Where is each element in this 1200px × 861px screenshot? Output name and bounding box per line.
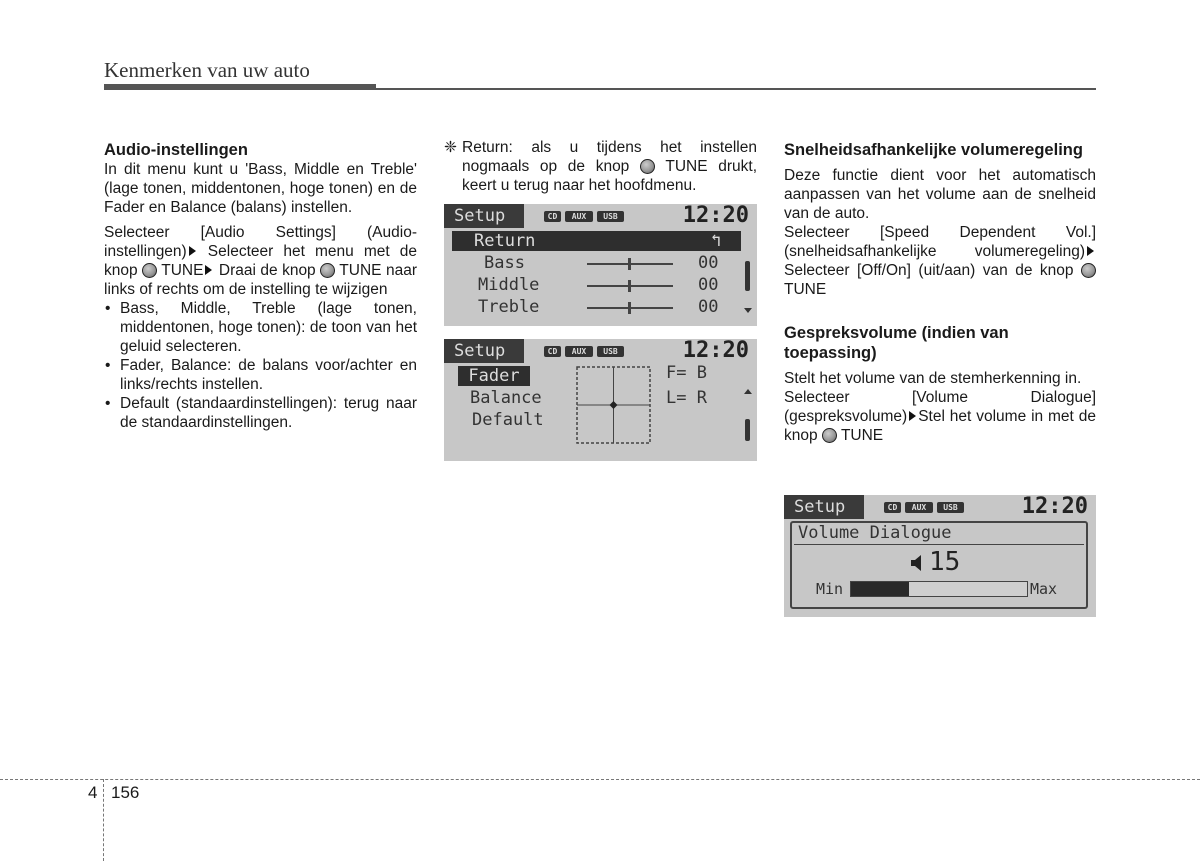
running-header: Kenmerken van uw auto (104, 58, 310, 82)
header-rule-thick (104, 84, 376, 90)
usb-badge: USB (597, 346, 624, 357)
speed-text-a: Selecteer [Speed Dependent Vol.] (snelheidsafhankelijke volumeregeling) (784, 224, 1096, 260)
tune-knob-icon (1081, 263, 1096, 278)
arrow-right-icon (909, 411, 916, 421)
volume-bar-fill (851, 582, 909, 596)
menu-item-return (452, 231, 741, 251)
screen-setup-label: Setup (784, 495, 864, 519)
paragraph-dialogue-desc: Stelt het volume van de stemherkenning in. (784, 370, 1082, 387)
header-rule-thin (376, 88, 1096, 90)
middle-value: 00 (698, 275, 719, 295)
tune-knob-icon (142, 263, 157, 278)
aux-badge: AUX (565, 211, 593, 222)
section-heading-speed-volume: Snelheidsafhankelijke volumeregeling (784, 141, 1083, 159)
arrow-right-icon (205, 265, 212, 275)
clock: 12:20 (682, 204, 749, 228)
footer-divider (103, 779, 104, 861)
list-item: • Default (standaardinstellingen): terug naar de standaardinstellingen. (120, 394, 417, 432)
paragraph-speed-desc: Deze functie dient voor het automatisch aanpassen van het volume aan de snelheid van de auto. (784, 167, 1096, 222)
menu-item-bass: Bass (484, 253, 525, 273)
scrollbar-thumb (745, 419, 750, 441)
list-item: • Bass, Middle, Treble (lage tonen, middentonen, hoge tonen): de toon van het geluid selecteren. (120, 299, 417, 356)
scroll-up-icon (744, 389, 752, 394)
section-heading-audio: Audio-instellingen (104, 141, 248, 159)
arrow-right-icon (189, 246, 196, 256)
instr-text-c: TUNE (157, 262, 204, 279)
instr-text-a: Selecteer [Audio Settings] (Audio-instellingen) (104, 224, 417, 260)
menu-item-default: Default (472, 410, 544, 430)
scrollbar-thumb (745, 261, 750, 291)
screen-setup-label: Setup (444, 339, 524, 363)
return-arrow-icon: ↰ (710, 231, 721, 251)
menu-item-middle: Middle (478, 275, 540, 295)
list-item: • Fader, Balance: de balans voor/achter en links/rechts instellen. (120, 356, 417, 394)
fader-balance-grid (576, 366, 651, 444)
speed-text-b: Selecteer [Off/On] (uit/aan) van de knop (784, 262, 1081, 279)
volume-level: 15 (929, 547, 961, 577)
footer-rule (0, 779, 1200, 780)
dialogue-text-c: TUNE (836, 427, 884, 444)
chapter-number: 4 (88, 783, 98, 802)
page-number: 156 (111, 783, 140, 802)
dialogue-text-b: Stel het volume in met de knop (784, 408, 1096, 444)
volume-min-label: Min (816, 580, 844, 598)
menu-item-fader: Fader (458, 366, 530, 386)
right-column (784, 140, 1096, 445)
bass-value: 00 (698, 253, 719, 273)
usb-badge: USB (597, 211, 624, 222)
middle-column (444, 138, 757, 195)
middle-slider-knob (628, 280, 631, 292)
volume-max-label: Max (1030, 580, 1058, 598)
speaker-icon (910, 554, 924, 572)
title-divider (794, 544, 1084, 545)
scroll-down-icon (744, 308, 752, 313)
aux-badge: AUX (565, 346, 593, 357)
volume-dialogue-panel (790, 521, 1088, 609)
speed-text-c: TUNE (784, 281, 827, 298)
menu-item-label: Return (474, 231, 536, 251)
note-symbol: ❈ (444, 139, 457, 156)
bass-slider-knob (628, 258, 631, 270)
instr-text-d: Draai de knop (214, 262, 321, 279)
aux-badge: AUX (905, 502, 933, 513)
cd-badge: CD (884, 502, 901, 513)
instr-text-e: TUNE naar links of rechts om de instelling te wijzigen (104, 262, 417, 298)
menu-item-treble: Treble (478, 297, 540, 317)
clock: 12:20 (1021, 495, 1088, 519)
arrow-right-icon (1087, 246, 1094, 256)
menu-item-balance: Balance (470, 388, 542, 408)
treble-value: 00 (698, 297, 719, 317)
setup-screen-fader (444, 339, 757, 461)
paragraph-intro: In dit menu kunt u 'Bass, Middle en Treble' (lage tonen, middentonen, hoge tonen) en de Fader en Balance (balans) instellen. (104, 161, 417, 216)
setup-screen-audio (444, 204, 757, 326)
clock: 12:20 (682, 339, 749, 363)
settings-list (104, 299, 417, 432)
balance-value: L= R (666, 388, 707, 408)
note-text-b: TUNE drukt, keert u terug naar het hoofdmenu. (462, 158, 757, 194)
return-note (444, 138, 757, 195)
paragraph-instructions (104, 223, 417, 299)
paragraph-speed-instructions (784, 223, 1096, 299)
cd-badge: CD (544, 211, 561, 222)
instr-text-b: Selecteer het menu met de knop (104, 243, 417, 279)
volume-bar (850, 581, 1028, 597)
left-column (104, 140, 417, 432)
treble-slider-knob (628, 302, 631, 314)
tune-knob-icon (640, 159, 655, 174)
dialogue-text-a: Selecteer [Volume Dialogue] (gespreksvolume) (784, 389, 1096, 425)
screen-setup-label: Setup (444, 204, 524, 228)
note-text-a: Return: als u tijdens het instellen nogmaals op de knop (462, 139, 757, 175)
tune-knob-icon (822, 428, 837, 443)
fader-value: F= B (666, 363, 707, 383)
volume-dialogue-title: Volume Dialogue (798, 523, 952, 543)
section-heading-dialogue: Gespreksvolume (indien van toepassing) (784, 324, 1009, 362)
usb-badge: USB (937, 502, 964, 513)
cd-badge: CD (544, 346, 561, 357)
tune-knob-icon (320, 263, 335, 278)
setup-screen-volume-dialogue (784, 495, 1096, 617)
paragraph-dialogue-instructions (784, 388, 1096, 445)
